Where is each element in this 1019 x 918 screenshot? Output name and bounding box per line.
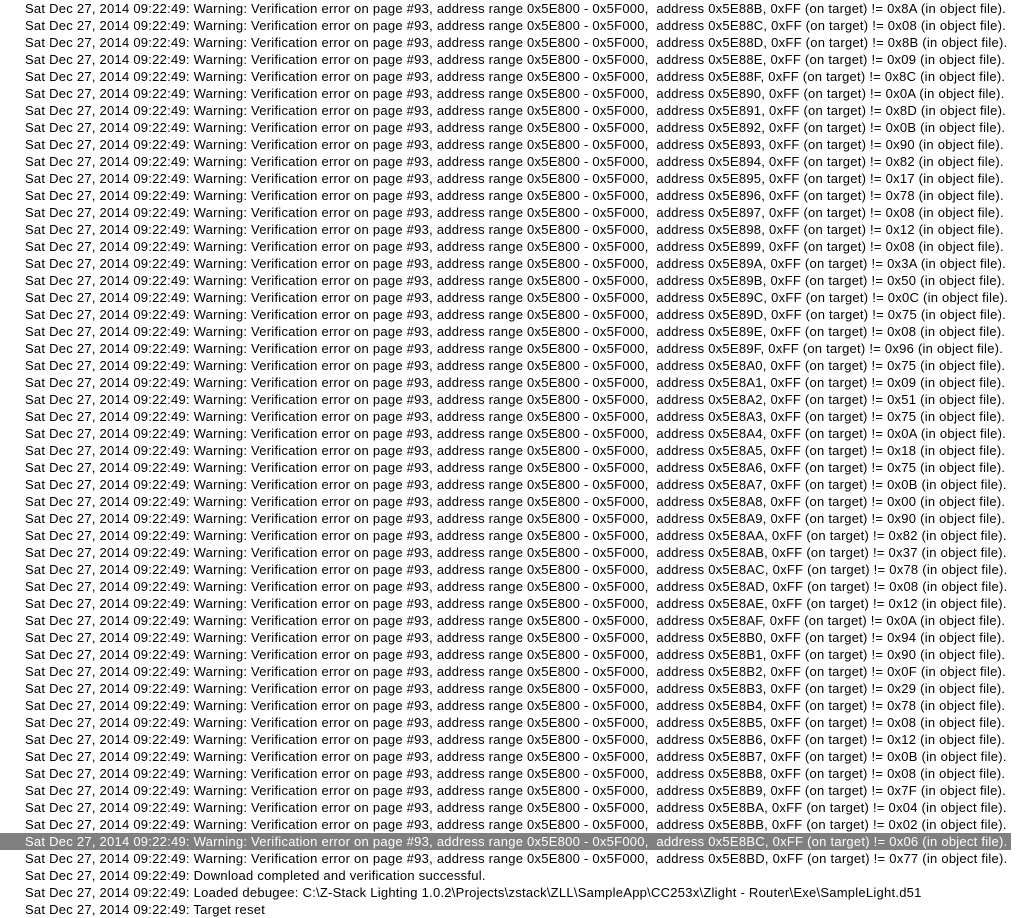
log-line[interactable]: [0, 493, 1019, 510]
log-line[interactable]: [0, 289, 1019, 306]
log-line[interactable]: [0, 731, 1019, 748]
log-line-text: Sat Dec 27, 2014 09:22:49: Warning: Verification error on page #93, address range 0x5E800 - 0x5F000, address 0x5E8A1, 0xFF (on target) != 0x09 (in object file).: [25, 375, 1006, 390]
log-line-text: Sat Dec 27, 2014 09:22:49: Warning: Verification error on page #93, address range 0x5E800 - 0x5F000, address 0x5E892, 0xFF (on target) != 0x0B (in object file).: [25, 120, 1006, 135]
log-line-text: Sat Dec 27, 2014 09:22:49: Warning: Verification error on page #93, address range 0x5E800 - 0x5F000, address 0x5E88B, 0xFF (on target) != 0x8A (in object file).: [25, 1, 1007, 16]
log-line-text: Sat Dec 27, 2014 09:22:49: Warning: Verification error on page #93, address range 0x5E800 - 0x5F000, address 0x5E895, 0xFF (on target) != 0x17 (in object file).: [25, 171, 1004, 186]
log-line[interactable]: [0, 561, 1019, 578]
log-line-text: Sat Dec 27, 2014 09:22:49: Warning: Verification error on page #93, address range 0x5E800 - 0x5F000, address 0x5E8A4, 0xFF (on target) != 0x0A (in object file).: [25, 426, 1007, 441]
log-line[interactable]: [0, 629, 1019, 646]
log-line-text: Sat Dec 27, 2014 09:22:49: Warning: Verification error on page #93, address range 0x5E800 - 0x5F000, address 0x5E8B0, 0xFF (on target) != 0x94 (in object file).: [25, 630, 1006, 645]
log-line-text: Sat Dec 27, 2014 09:22:49: Warning: Verification error on page #93, address range 0x5E800 - 0x5F000, address 0x5E8A9, 0xFF (on target) != 0x90 (in object file).: [25, 511, 1006, 526]
log-status-line[interactable]: [0, 884, 1019, 901]
log-line-text: Sat Dec 27, 2014 09:22:49: Warning: Verification error on page #93, address range 0x5E800 - 0x5F000, address 0x5E88E, 0xFF (on target) != 0x09 (in object file).: [25, 52, 1006, 67]
log-line-text: Sat Dec 27, 2014 09:22:49: Loaded debugee: C:\Z-Stack Lighting 1.0.2\Projects\zstack\ZLL\SampleApp\CC253x\Zlight - Router\Exe\SampleLight.d51: [25, 885, 922, 900]
log-line-text: Sat Dec 27, 2014 09:22:49: Warning: Verification error on page #93, address range 0x5E800 - 0x5F000, address 0x5E8BD, 0xFF (on target) != 0x77 (in object file).: [25, 851, 1008, 866]
log-line[interactable]: [0, 442, 1019, 459]
log-line-text: Sat Dec 27, 2014 09:22:49: Warning: Verification error on page #93, address range 0x5E800 - 0x5F000, address 0x5E8AA, 0xFF (on target) != 0x82 (in object file).: [25, 528, 1007, 543]
log-line-text: Sat Dec 27, 2014 09:22:49: Warning: Verification error on page #93, address range 0x5E800 - 0x5F000, address 0x5E8A2, 0xFF (on target) != 0x51 (in object file).: [25, 392, 1006, 407]
log-status-line[interactable]: [0, 867, 1019, 884]
log-line[interactable]: [0, 510, 1019, 527]
log-line[interactable]: [0, 153, 1019, 170]
log-line[interactable]: [0, 714, 1019, 731]
log-line-text: Sat Dec 27, 2014 09:22:49: Warning: Verification error on page #93, address range 0x5E800 - 0x5F000, address 0x5E8BB, 0xFF (on target) != 0x02 (in object file).: [25, 817, 1007, 832]
log-line-text: Sat Dec 27, 2014 09:22:49: Warning: Verification error on page #93, address range 0x5E800 - 0x5F000, address 0x5E8B6, 0xFF (on target) != 0x12 (in object file).: [25, 732, 1006, 747]
log-line-text: Sat Dec 27, 2014 09:22:49: Warning: Verification error on page #93, address range 0x5E800 - 0x5F000, address 0x5E88F, 0xFF (on target) != 0x8C (in object file).: [25, 69, 1006, 84]
log-line[interactable]: [0, 272, 1019, 289]
log-line-text: Sat Dec 27, 2014 09:22:49: Warning: Verification error on page #93, address range 0x5E800 - 0x5F000, address 0x5E8A6, 0xFF (on target) != 0x75 (in object file).: [25, 460, 1006, 475]
log-line-text: Sat Dec 27, 2014 09:22:49: Warning: Verification error on page #93, address range 0x5E800 - 0x5F000, address 0x5E891, 0xFF (on target) != 0x8D (in object file).: [25, 103, 1007, 118]
log-line[interactable]: [0, 612, 1019, 629]
log-line-text: Sat Dec 27, 2014 09:22:49: Warning: Verification error on page #93, address range 0x5E800 - 0x5F000, address 0x5E8AC, 0xFF (on target) != 0x78 (in object file).: [25, 562, 1008, 577]
log-line-text: Sat Dec 27, 2014 09:22:49: Warning: Verification error on page #93, address range 0x5E800 - 0x5F000, address 0x5E8B4, 0xFF (on target) != 0x78 (in object file).: [25, 698, 1006, 713]
log-line[interactable]: [0, 204, 1019, 221]
log-line[interactable]: [0, 221, 1019, 238]
log-line-text: Sat Dec 27, 2014 09:22:49: Warning: Verification error on page #93, address range 0x5E800 - 0x5F000, address 0x5E8B8, 0xFF (on target) != 0x08 (in object file).: [25, 766, 1006, 781]
log-line-text: Sat Dec 27, 2014 09:22:49: Warning: Verification error on page #93, address range 0x5E800 - 0x5F000, address 0x5E8B3, 0xFF (on target) != 0x29 (in object file).: [25, 681, 1006, 696]
log-line[interactable]: [0, 527, 1019, 544]
log-line[interactable]: [0, 170, 1019, 187]
log-line-text: Sat Dec 27, 2014 09:22:49: Warning: Verification error on page #93, address range 0x5E800 - 0x5F000, address 0x5E89A, 0xFF (on target) != 0x3A (in object file).: [25, 256, 1007, 271]
log-line[interactable]: [0, 357, 1019, 374]
log-line[interactable]: [0, 816, 1019, 833]
log-line-text: Sat Dec 27, 2014 09:22:49: Warning: Verification error on page #93, address range 0x5E800 - 0x5F000, address 0x5E8A8, 0xFF (on target) != 0x00 (in object file).: [25, 494, 1006, 509]
log-line-text: Sat Dec 27, 2014 09:22:49: Warning: Verification error on page #93, address range 0x5E800 - 0x5F000, address 0x5E8B5, 0xFF (on target) != 0x08 (in object file).: [25, 715, 1006, 730]
log-line[interactable]: [0, 799, 1019, 816]
log-line[interactable]: [0, 765, 1019, 782]
log-line-text: Sat Dec 27, 2014 09:22:49: Warning: Verification error on page #93, address range 0x5E800 - 0x5F000, address 0x5E893, 0xFF (on target) != 0x90 (in object file).: [25, 137, 1004, 152]
log-line[interactable]: [0, 646, 1019, 663]
log-line-text: Sat Dec 27, 2014 09:22:49: Warning: Verification error on page #93, address range 0x5E800 - 0x5F000, address 0x5E88C, 0xFF (on target) != 0x08 (in object file).: [25, 18, 1007, 33]
log-line[interactable]: [0, 697, 1019, 714]
log-line[interactable]: [0, 255, 1019, 272]
log-line[interactable]: [0, 476, 1019, 493]
log-line[interactable]: [0, 578, 1019, 595]
log-line-text: Sat Dec 27, 2014 09:22:49: Warning: Verification error on page #93, address range 0x5E800 - 0x5F000, address 0x5E898, 0xFF (on target) != 0x12 (in object file).: [25, 222, 1004, 237]
log-line-text: Sat Dec 27, 2014 09:22:49: Warning: Verification error on page #93, address range 0x5E800 - 0x5F000, address 0x5E8B2, 0xFF (on target) != 0x0F (in object file).: [25, 664, 1006, 679]
log-line[interactable]: [0, 680, 1019, 697]
log-line-text: Sat Dec 27, 2014 09:22:49: Warning: Verification error on page #93, address range 0x5E800 - 0x5F000, address 0x5E89F, 0xFF (on target) != 0x96 (in object file).: [25, 341, 1004, 356]
log-line[interactable]: [0, 34, 1019, 51]
log-line[interactable]: [0, 187, 1019, 204]
log-line[interactable]: [0, 374, 1019, 391]
log-line-text: Sat Dec 27, 2014 09:22:49: Warning: Verification error on page #93, address range 0x5E800 - 0x5F000, address 0x5E890, 0xFF (on target) != 0x0A (in object file).: [25, 86, 1005, 101]
log-line[interactable]: [0, 85, 1019, 102]
log-line-text: Sat Dec 27, 2014 09:22:49: Warning: Verification error on page #93, address range 0x5E800 - 0x5F000, address 0x5E8AB, 0xFF (on target) != 0x37 (in object file).: [25, 545, 1007, 560]
log-line[interactable]: [0, 68, 1019, 85]
log-line[interactable]: [0, 595, 1019, 612]
log-line-selected[interactable]: [0, 833, 1019, 850]
log-line[interactable]: [0, 459, 1019, 476]
log-line-text: Sat Dec 27, 2014 09:22:49: Warning: Verification error on page #93, address range 0x5E800 - 0x5F000, address 0x5E8BA, 0xFF (on target) != 0x04 (in object file).: [25, 800, 1007, 815]
log-line[interactable]: [0, 323, 1019, 340]
log-line[interactable]: [0, 306, 1019, 323]
log-line[interactable]: [0, 663, 1019, 680]
log-line[interactable]: [0, 850, 1019, 867]
log-line[interactable]: [0, 408, 1019, 425]
log-line[interactable]: [0, 238, 1019, 255]
log-line[interactable]: [0, 51, 1019, 68]
log-line[interactable]: [0, 391, 1019, 408]
log-line[interactable]: [0, 0, 1019, 17]
log-line[interactable]: [0, 748, 1019, 765]
log-line-text: Sat Dec 27, 2014 09:22:49: Warning: Verification error on page #93, address range 0x5E800 - 0x5F000, address 0x5E8A3, 0xFF (on target) != 0x75 (in object file).: [25, 409, 1006, 424]
log-line-text: Sat Dec 27, 2014 09:22:49: Warning: Verification error on page #93, address range 0x5E800 - 0x5F000, address 0x5E894, 0xFF (on target) != 0x82 (in object file).: [25, 154, 1004, 169]
log-line-text: Sat Dec 27, 2014 09:22:49: Warning: Verification error on page #93, address range 0x5E800 - 0x5F000, address 0x5E89D, 0xFF (on target) != 0x75 (in object file).: [25, 307, 1007, 322]
log-line-text: Sat Dec 27, 2014 09:22:49: Warning: Verification error on page #93, address range 0x5E800 - 0x5F000, address 0x5E899, 0xFF (on target) != 0x08 (in object file).: [25, 239, 1004, 254]
log-line-text: Sat Dec 27, 2014 09:22:49: Warning: Verification error on page #93, address range 0x5E800 - 0x5F000, address 0x5E8AF, 0xFF (on target) != 0x0A (in object file).: [25, 613, 1006, 628]
log-line-text: Sat Dec 27, 2014 09:22:49: Warning: Verification error on page #93, address range 0x5E800 - 0x5F000, address 0x5E8AD, 0xFF (on target) != 0x08 (in object file).: [25, 579, 1008, 594]
log-line-text: Sat Dec 27, 2014 09:22:49: Warning: Verification error on page #93, address range 0x5E800 - 0x5F000, address 0x5E896, 0xFF (on target) != 0x78 (in object file).: [25, 188, 1004, 203]
log-line-text: Sat Dec 27, 2014 09:22:49: Warning: Verification error on page #93, address range 0x5E800 - 0x5F000, address 0x5E8A7, 0xFF (on target) != 0x0B (in object file).: [25, 477, 1007, 492]
log-line-text: Sat Dec 27, 2014 09:22:49: Warning: Verification error on page #93, address range 0x5E800 - 0x5F000, address 0x5E8BC, 0xFF (on target) != 0x06 (in object file).: [0, 833, 1011, 850]
log-line[interactable]: [0, 136, 1019, 153]
log-line[interactable]: [0, 544, 1019, 561]
log-line-text: Sat Dec 27, 2014 09:22:49: Warning: Verification error on page #93, address range 0x5E800 - 0x5F000, address 0x5E88D, 0xFF (on target) != 0x8B (in object file).: [25, 35, 1008, 50]
log-line-text: Sat Dec 27, 2014 09:22:49: Warning: Verification error on page #93, address range 0x5E800 - 0x5F000, address 0x5E8A5, 0xFF (on target) != 0x18 (in object file).: [25, 443, 1006, 458]
log-line-text: Sat Dec 27, 2014 09:22:49: Warning: Verification error on page #93, address range 0x5E800 - 0x5F000, address 0x5E8AE, 0xFF (on target) != 0x12 (in object file).: [25, 596, 1007, 611]
log-line[interactable]: [0, 119, 1019, 136]
log-line-text: Sat Dec 27, 2014 09:22:49: Warning: Verification error on page #93, address range 0x5E800 - 0x5F000, address 0x5E89B, 0xFF (on target) != 0x50 (in object file).: [25, 273, 1006, 288]
log-status-line[interactable]: [0, 901, 1019, 918]
log-line[interactable]: [0, 340, 1019, 357]
log-line-text: Sat Dec 27, 2014 09:22:49: Warning: Verification error on page #93, address range 0x5E800 - 0x5F000, address 0x5E897, 0xFF (on target) != 0x08 (in object file).: [25, 205, 1004, 220]
log-line-text: Sat Dec 27, 2014 09:22:49: Warning: Verification error on page #93, address range 0x5E800 - 0x5F000, address 0x5E8B7, 0xFF (on target) != 0x0B (in object file).: [25, 749, 1007, 764]
log-line[interactable]: [0, 102, 1019, 119]
log-line-text: Sat Dec 27, 2014 09:22:49: Warning: Verification error on page #93, address range 0x5E800 - 0x5F000, address 0x5E8A0, 0xFF (on target) != 0x75 (in object file).: [25, 358, 1006, 373]
log-line-text: Sat Dec 27, 2014 09:22:49: Download completed and verification successful.: [25, 868, 486, 883]
log-line-text: Sat Dec 27, 2014 09:22:49: Warning: Verification error on page #93, address range 0x5E800 - 0x5F000, address 0x5E8B9, 0xFF (on target) != 0x7F (in object file).: [25, 783, 1006, 798]
log-line[interactable]: [0, 17, 1019, 34]
log-line[interactable]: [0, 425, 1019, 442]
log-line-text: Sat Dec 27, 2014 09:22:49: Warning: Verification error on page #93, address range 0x5E800 - 0x5F000, address 0x5E8B1, 0xFF (on target) != 0x90 (in object file).: [25, 647, 1006, 662]
log-line[interactable]: [0, 782, 1019, 799]
log-line-text: Sat Dec 27, 2014 09:22:49: Warning: Verification error on page #93, address range 0x5E800 - 0x5F000, address 0x5E89C, 0xFF (on target) != 0x0C (in object file).: [25, 290, 1009, 305]
log-line-text: Sat Dec 27, 2014 09:22:49: Warning: Verification error on page #93, address range 0x5E800 - 0x5F000, address 0x5E89E, 0xFF (on target) != 0x08 (in object file).: [25, 324, 1006, 339]
log-line-text: Sat Dec 27, 2014 09:22:49: Target reset: [25, 902, 266, 917]
